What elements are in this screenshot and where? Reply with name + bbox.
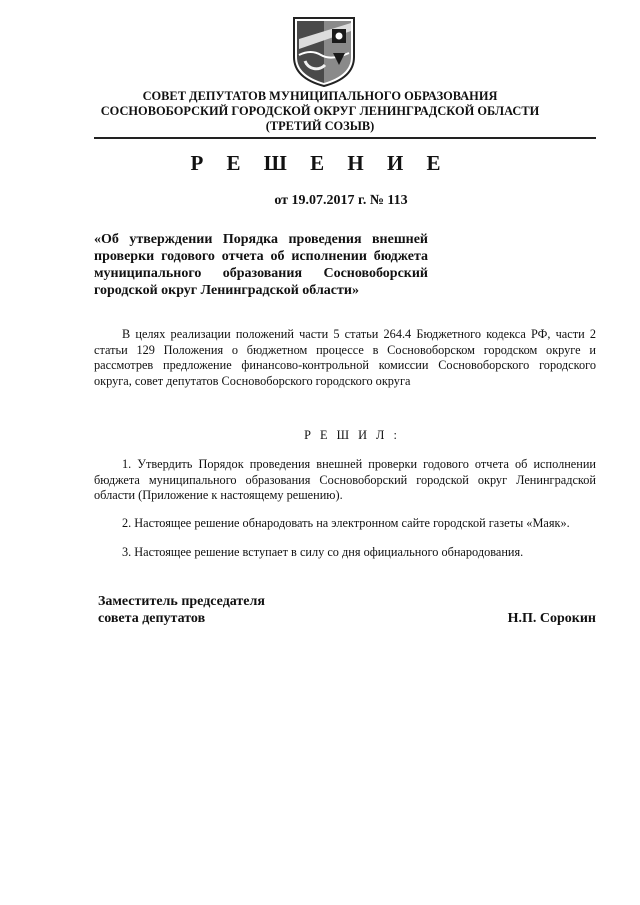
decision-item-2: 2. Настоящее решение обнародовать на электронном сайте городской газеты «Маяк». bbox=[122, 516, 570, 530]
decision-subject: «Об утверждении Порядка проведения внешней проверки годового отчета об исполнении бюджета муниципального образования Сосновоборский городской округ Ленинградской области» bbox=[94, 232, 428, 298]
resolved-heading: Р Е Ш И Л : bbox=[304, 428, 400, 442]
decision-item-3: 3. Настоящее решение вступает в силу со дня официального обнародования. bbox=[122, 545, 524, 559]
document-title: Р Е Ш Е Н И Е bbox=[190, 151, 450, 175]
signatory-position bbox=[98, 593, 265, 627]
coat-of-arms-emblem-icon bbox=[291, 15, 357, 89]
org-name-line-2: СОСНОВОБОРСКИЙ ГОРОДСКОЙ ОКРУГ ЛЕНИНГРАДСКОЙ ОБЛАСТИ bbox=[100, 104, 540, 118]
preamble-paragraph: В целях реализации положений части 5 статьи 264.4 Бюджетного кодекса РФ, части 2 статьи 129 Положения о бюджетном процессе в Сосновоборском городском округе и рассмотрев предложение финансово-контрольной комиссии Сосновоборского городского округа, совет депутатов Сосновоборского городского округа bbox=[94, 327, 596, 388]
decision-item-1: 1. Утвердить Порядок проведения внешней проверки годового отчета об исполнении бюджета муниципального образования Сосновоборский городской округ Ленинградской области (Приложение к настоящему решению). bbox=[94, 457, 596, 502]
header-divider bbox=[94, 137, 596, 139]
decision-date-number: от 19.07.2017 г. № 113 bbox=[274, 193, 408, 208]
org-name-line-1: СОВЕТ ДЕПУТАТОВ МУНИЦИПАЛЬНОГО ОБРАЗОВАНИЯ bbox=[142, 89, 498, 103]
signatory-position-line-2: совета депутатов bbox=[98, 611, 206, 626]
signatory-name: Н.П. Сорокин bbox=[507, 611, 596, 626]
convocation-label: (ТРЕТИЙ СОЗЫВ) bbox=[265, 119, 375, 133]
signatory-position-line-1: Заместитель председателя bbox=[98, 594, 265, 609]
